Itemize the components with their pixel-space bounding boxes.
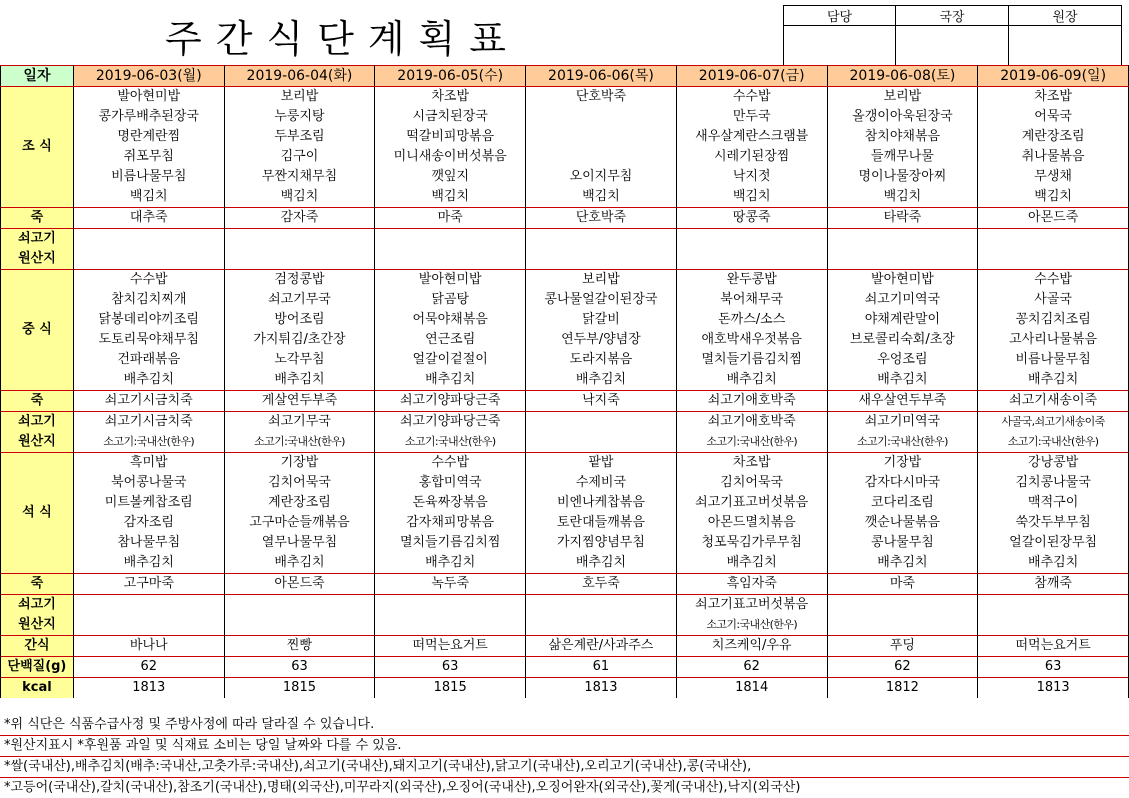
kcal-row <box>1 678 1129 699</box>
menu-item: 방어조림 <box>224 310 375 330</box>
origin-item: 소고기:국내산(한우) <box>676 432 827 453</box>
menu-item: 건파래볶음 <box>73 350 224 370</box>
menu-item: 노각무침 <box>224 350 375 370</box>
porridge-item: 쇠고기새송이죽 <box>978 391 1129 412</box>
lunch-row <box>1 370 1129 391</box>
menu-item: 얼갈이된장무침 <box>978 533 1129 553</box>
snack-value: 찐빵 <box>224 636 375 657</box>
approval-sign-head[interactable] <box>1009 26 1122 67</box>
origin-item: 쇠고기시금치죽 <box>73 412 224 433</box>
menu-item: 계란장조림 <box>978 127 1129 147</box>
breakfast-row <box>1 107 1129 127</box>
menu-item: 강낭콩밥 <box>978 453 1129 474</box>
menu-item: 감자조림 <box>73 513 224 533</box>
menu-item: 도토리묵야채무침 <box>73 330 224 350</box>
menu-item: 오이지무침 <box>526 167 677 187</box>
menu-item: 쥐포무침 <box>73 147 224 167</box>
protein-value: 62 <box>73 657 224 678</box>
menu-item: 수수밥 <box>73 270 224 291</box>
lunch-origin-row <box>1 432 1129 453</box>
date-header-cell: 2019-06-06(목) <box>526 66 677 87</box>
origin-item <box>526 615 677 636</box>
origin-item <box>526 412 677 433</box>
menu-item: 백김치 <box>978 187 1129 208</box>
note-line: *위 식단은 식품수급사정 및 주방사정에 따라 달라질 수 있습니다. <box>4 717 375 732</box>
menu-item: 배추김치 <box>827 553 978 574</box>
kcal-value: 1815 <box>375 678 526 699</box>
menu-item: 무생채 <box>978 167 1129 187</box>
breakfast-origin-row <box>1 249 1129 270</box>
menu-item: 배추김치 <box>978 370 1129 391</box>
weekly-menu-table <box>0 65 1129 698</box>
menu-item: 팥밥 <box>526 453 677 474</box>
menu-item: 브로콜리숙회/초장 <box>827 330 978 350</box>
menu-item: 백김치 <box>827 187 978 208</box>
origin-item <box>73 249 224 270</box>
porridge-item: 쇠고기애호박죽 <box>676 391 827 412</box>
kcal-value: 1813 <box>73 678 224 699</box>
snack-value: 떠먹는요거트 <box>375 636 526 657</box>
menu-item: 어묵국 <box>978 107 1129 127</box>
lunch-label: 중 식 <box>1 270 74 391</box>
origin-item <box>978 249 1129 270</box>
breakfast-row <box>1 187 1129 208</box>
menu-item: 새우살계란스크램블 <box>676 127 827 147</box>
origin-item: 쇠고기양파당근죽 <box>375 412 526 433</box>
breakfast-origin-label: 쇠고기 <box>1 229 74 250</box>
porridge-item: 쇠고기시금치죽 <box>73 391 224 412</box>
dinner-origin-label: 원산지 <box>1 615 74 636</box>
lunch-porridge-row <box>1 391 1129 412</box>
origin-item <box>526 229 677 250</box>
menu-item: 감자다시마국 <box>827 473 978 493</box>
kcal-label: kcal <box>1 678 74 699</box>
origin-item <box>526 432 677 453</box>
menu-item: 닭갈비 <box>526 310 677 330</box>
origin-item <box>978 595 1129 616</box>
menu-item: 기장밥 <box>224 453 375 474</box>
menu-item: 낙지젓 <box>676 167 827 187</box>
breakfast-origin-row <box>1 229 1129 250</box>
lunch-row <box>1 310 1129 330</box>
menu-item: 시레기된장찜 <box>676 147 827 167</box>
date-header-cell: 2019-06-04(화) <box>224 66 375 87</box>
porridge-item: 녹두죽 <box>375 574 526 595</box>
kcal-value: 1814 <box>676 678 827 699</box>
menu-item: 비름나물무침 <box>73 167 224 187</box>
menu-item: 만두국 <box>676 107 827 127</box>
protein-value: 62 <box>676 657 827 678</box>
origin-item <box>224 595 375 616</box>
approval-sign-staff[interactable] <box>784 26 896 67</box>
date-header-cell: 2019-06-09(일) <box>978 66 1129 87</box>
menu-item: 얼갈이겉절이 <box>375 350 526 370</box>
snack-value: 치즈케익/우유 <box>676 636 827 657</box>
dinner-origin-row <box>1 595 1129 616</box>
origin-item <box>827 249 978 270</box>
menu-item: 백김치 <box>73 187 224 208</box>
kcal-value: 1815 <box>224 678 375 699</box>
menu-item: 배추김치 <box>676 553 827 574</box>
menu-item: 쑥갓두부무침 <box>978 513 1129 533</box>
origin-item <box>978 229 1129 250</box>
origin-item: 쇠고기미역국 <box>827 412 978 433</box>
menu-item: 올갱이아욱된장국 <box>827 107 978 127</box>
dinner-row <box>1 533 1129 553</box>
dinner-row <box>1 473 1129 493</box>
menu-item: 배추김치 <box>73 553 224 574</box>
menu-item: 김치어묵국 <box>676 473 827 493</box>
menu-item: 배추김치 <box>73 370 224 391</box>
menu-item: 백김치 <box>676 187 827 208</box>
date-header-cell: 2019-06-07(금) <box>676 66 827 87</box>
menu-item: 맥적구이 <box>978 493 1129 513</box>
menu-item: 북어채무국 <box>676 290 827 310</box>
date-header-cell: 2019-06-03(월) <box>73 66 224 87</box>
menu-item: 차조밥 <box>375 87 526 108</box>
menu-item: 차조밥 <box>676 453 827 474</box>
menu-item: 연두부/양념장 <box>526 330 677 350</box>
lunch-row <box>1 350 1129 370</box>
kcal-value: 1812 <box>827 678 978 699</box>
menu-item: 닭봉데리야끼조림 <box>73 310 224 330</box>
menu-item: 도라지볶음 <box>526 350 677 370</box>
page-title: 주간식단계획표 <box>165 17 520 61</box>
menu-item: 쇠고기무국 <box>224 290 375 310</box>
breakfast-porridge-label: 죽 <box>1 208 74 229</box>
breakfast-row <box>1 147 1129 167</box>
menu-item: 애호박새우젓볶음 <box>676 330 827 350</box>
menu-item: 꽁치김치조림 <box>978 310 1129 330</box>
menu-item: 우엉조림 <box>827 350 978 370</box>
lunch-origin-label: 쇠고기 <box>1 412 74 433</box>
dinner-row <box>1 553 1129 574</box>
menu-item: 청포묵김가루무침 <box>676 533 827 553</box>
menu-item: 열무나물무침 <box>224 533 375 553</box>
origin-item: 쇠고기표고버섯볶음 <box>676 595 827 616</box>
menu-item: 사골국 <box>978 290 1129 310</box>
menu-item: 차조밥 <box>978 87 1129 108</box>
origin-item <box>978 615 1129 636</box>
origin-item: 쇠고기무국 <box>224 412 375 433</box>
origin-item: 소고기:국내산(한우) <box>827 432 978 453</box>
date-header-label: 일자 <box>1 66 74 87</box>
menu-item: 돈육짜장볶음 <box>375 493 526 513</box>
menu-item <box>526 147 677 167</box>
lunch-row <box>1 290 1129 310</box>
origin-item <box>375 229 526 250</box>
snack-row <box>1 636 1129 657</box>
menu-item: 가지튀김/초간장 <box>224 330 375 350</box>
menu-item: 배추김치 <box>978 553 1129 574</box>
menu-item: 닭곰탕 <box>375 290 526 310</box>
origin-item <box>224 249 375 270</box>
date-header-cell: 2019-06-05(수) <box>375 66 526 87</box>
origin-item <box>73 595 224 616</box>
origin-item: 소고기:국내산(한우) <box>375 432 526 453</box>
menu-item: 배추김치 <box>224 553 375 574</box>
approval-label-staff: 담당 <box>784 6 896 26</box>
menu-item: 배추김치 <box>375 370 526 391</box>
breakfast-origin-label: 원산지 <box>1 249 74 270</box>
origin-item <box>526 595 677 616</box>
menu-item: 비름나물무침 <box>978 350 1129 370</box>
lunch-origin-label: 원산지 <box>1 432 74 453</box>
menu-item: 배추김치 <box>526 553 677 574</box>
menu-item: 검정콩밥 <box>224 270 375 291</box>
menu-item: 콩가루배추된장국 <box>73 107 224 127</box>
menu-item: 발아현미밥 <box>375 270 526 291</box>
menu-item: 백김치 <box>224 187 375 208</box>
protein-value: 61 <box>526 657 677 678</box>
menu-item: 콩나물무침 <box>827 533 978 553</box>
note-line: *원산지표시 *후원품 과일 및 식재료 소비는 당일 날짜와 다를 수 있음. <box>0 735 1129 756</box>
protein-value: 63 <box>978 657 1129 678</box>
menu-item: 단호박죽 <box>526 87 677 108</box>
menu-item: 명란계란찜 <box>73 127 224 147</box>
origin-item <box>676 249 827 270</box>
lunch-origin-row <box>1 412 1129 433</box>
origin-item <box>676 229 827 250</box>
dinner-row <box>1 453 1129 474</box>
dinner-label: 석 식 <box>1 453 74 574</box>
dinner-row <box>1 513 1129 533</box>
menu-item: 수제비국 <box>526 473 677 493</box>
menu-item: 쇠고기표고버섯볶음 <box>676 493 827 513</box>
menu-item: 떡갈비피망볶음 <box>375 127 526 147</box>
menu-item: 북어콩나물국 <box>73 473 224 493</box>
note-line: *쌀(국내산),배추김치(배추:국내산,고춧가루:국내산),쇠고기(국내산),돼지고기(국내산),닭고기(국내산),오리고기(국내산),콩(국내산), <box>0 756 1129 777</box>
menu-item: 수수밥 <box>978 270 1129 291</box>
porridge-item: 낙지죽 <box>526 391 677 412</box>
menu-item: 아몬드멸치볶음 <box>676 513 827 533</box>
snack-value: 떠먹는요거트 <box>978 636 1129 657</box>
menu-item: 미니새송이버섯볶음 <box>375 147 526 167</box>
protein-label: 단백질(g) <box>1 657 74 678</box>
menu-item: 백김치 <box>526 187 677 208</box>
menu-item: 수수밥 <box>375 453 526 474</box>
snack-label: 간식 <box>1 636 74 657</box>
origin-item: 소고기:국내산(한우) <box>73 432 224 453</box>
snack-value: 푸딩 <box>827 636 978 657</box>
menu-item: 누룽지탕 <box>224 107 375 127</box>
menu-item: 배추김치 <box>224 370 375 391</box>
note-line: *고등어(국내산),갈치(국내산),참조기(국내산),명태(외국산),미꾸라지(외국산),오징어(국내산),오징어완자(외국산),꽃게(국내산),낙지(외국산) <box>0 777 1129 798</box>
menu-item: 배추김치 <box>827 370 978 391</box>
porridge-item: 대추죽 <box>73 208 224 229</box>
porridge-item: 고구마죽 <box>73 574 224 595</box>
porridge-item: 새우살연두부죽 <box>827 391 978 412</box>
origin-item <box>73 615 224 636</box>
porridge-item: 아몬드죽 <box>224 574 375 595</box>
porridge-item: 쇠고기양파당근죽 <box>375 391 526 412</box>
dinner-origin-label: 쇠고기 <box>1 595 74 616</box>
origin-item <box>375 595 526 616</box>
origin-item <box>224 615 375 636</box>
date-header-row <box>1 66 1129 87</box>
protein-value: 63 <box>375 657 526 678</box>
porridge-item: 타락죽 <box>827 208 978 229</box>
porridge-item: 땅콩죽 <box>676 208 827 229</box>
snack-value: 바나나 <box>73 636 224 657</box>
origin-item: 쇠고기애호박죽 <box>676 412 827 433</box>
breakfast-row <box>1 127 1129 147</box>
origin-item <box>827 229 978 250</box>
menu-item: 보리밥 <box>526 270 677 291</box>
menu-item: 백김치 <box>375 187 526 208</box>
breakfast-row <box>1 167 1129 187</box>
menu-item <box>526 107 677 127</box>
menu-item: 배추김치 <box>526 370 677 391</box>
menu-item: 비엔나케찹볶음 <box>526 493 677 513</box>
kcal-value: 1813 <box>526 678 677 699</box>
menu-item: 토란대들깨볶음 <box>526 513 677 533</box>
origin-item <box>73 229 224 250</box>
porridge-item: 감자죽 <box>224 208 375 229</box>
menu-item: 감자채피망볶음 <box>375 513 526 533</box>
protein-value: 63 <box>224 657 375 678</box>
menu-item: 미트볼케찹조림 <box>73 493 224 513</box>
menu-item: 고사리나물볶음 <box>978 330 1129 350</box>
menu-item: 시금치된장국 <box>375 107 526 127</box>
dinner-porridge-row <box>1 574 1129 595</box>
menu-item: 참나물무침 <box>73 533 224 553</box>
dinner-origin-row <box>1 615 1129 636</box>
porridge-item: 마죽 <box>827 574 978 595</box>
lunch-row <box>1 270 1129 291</box>
notes-section <box>0 715 1129 798</box>
origin-item: 소고기:국내산(한우) <box>224 432 375 453</box>
menu-item: 흑미밥 <box>73 453 224 474</box>
origin-item <box>375 249 526 270</box>
breakfast-label: 조 식 <box>1 87 74 208</box>
breakfast-porridge-row <box>1 208 1129 229</box>
protein-row <box>1 657 1129 678</box>
menu-item: 쇠고기미역국 <box>827 290 978 310</box>
kcal-value: 1813 <box>978 678 1129 699</box>
menu-item: 무짠지채무침 <box>224 167 375 187</box>
lunch-row <box>1 330 1129 350</box>
menu-item: 명이나물장아찌 <box>827 167 978 187</box>
porridge-item: 게살연두부죽 <box>224 391 375 412</box>
menu-item: 김치어묵국 <box>224 473 375 493</box>
menu-item: 코다리조림 <box>827 493 978 513</box>
date-header-cell: 2019-06-08(토) <box>827 66 978 87</box>
breakfast-row <box>1 87 1129 108</box>
menu-item: 깻잎지 <box>375 167 526 187</box>
menu-item: 김구이 <box>224 147 375 167</box>
approval-sign-director[interactable] <box>896 26 1009 67</box>
porridge-item: 참깨죽 <box>978 574 1129 595</box>
menu-item: 보리밥 <box>827 87 978 108</box>
menu-item: 멸치들기름김치찜 <box>676 350 827 370</box>
menu-item: 수수밥 <box>676 87 827 108</box>
menu-item: 기장밥 <box>827 453 978 474</box>
dinner-row <box>1 493 1129 513</box>
menu-item: 멸치들기름김치찜 <box>375 533 526 553</box>
approval-box <box>783 5 1122 67</box>
origin-item <box>375 615 526 636</box>
menu-item: 완두콩밥 <box>676 270 827 291</box>
menu-item: 홍합미역국 <box>375 473 526 493</box>
porridge-item: 흑임자죽 <box>676 574 827 595</box>
menu-item: 들깨무나물 <box>827 147 978 167</box>
menu-item: 가지찜양념무침 <box>526 533 677 553</box>
menu-item: 연근조림 <box>375 330 526 350</box>
menu-item: 보리밥 <box>224 87 375 108</box>
menu-item: 어묵야채볶음 <box>375 310 526 330</box>
protein-value: 62 <box>827 657 978 678</box>
menu-item: 두부조림 <box>224 127 375 147</box>
approval-label-director: 국장 <box>896 6 1009 26</box>
origin-item <box>827 595 978 616</box>
dinner-porridge-label: 죽 <box>1 574 74 595</box>
menu-item: 야채계란말이 <box>827 310 978 330</box>
menu-item: 계란장조림 <box>224 493 375 513</box>
menu-item: 배추김치 <box>676 370 827 391</box>
porridge-item: 마죽 <box>375 208 526 229</box>
origin-item <box>827 615 978 636</box>
porridge-item: 호두죽 <box>526 574 677 595</box>
origin-item: 소고기:국내산(한우) <box>978 432 1129 453</box>
origin-item: 사골국,쇠고기새송이죽 <box>978 412 1129 433</box>
menu-item: 깻순나물볶음 <box>827 513 978 533</box>
origin-item <box>526 249 677 270</box>
menu-item: 배추김치 <box>375 553 526 574</box>
approval-label-head: 원장 <box>1009 6 1122 26</box>
menu-item: 참치김치찌개 <box>73 290 224 310</box>
menu-item: 김치콩나물국 <box>978 473 1129 493</box>
menu-item: 콩나물얼갈이된장국 <box>526 290 677 310</box>
menu-item: 발아현미밥 <box>827 270 978 291</box>
menu-item: 돈까스/소스 <box>676 310 827 330</box>
menu-item: 발아현미밥 <box>73 87 224 108</box>
menu-item: 취나물볶음 <box>978 147 1129 167</box>
porridge-item: 아몬드죽 <box>978 208 1129 229</box>
snack-value: 삶은계란/사과주스 <box>526 636 677 657</box>
menu-item: 고구마순들깨볶음 <box>224 513 375 533</box>
menu-item: 참치야채볶음 <box>827 127 978 147</box>
origin-item <box>224 229 375 250</box>
porridge-item: 단호박죽 <box>526 208 677 229</box>
lunch-porridge-label: 죽 <box>1 391 74 412</box>
menu-item <box>526 127 677 147</box>
origin-item: 소고기:국내산(한우) <box>676 615 827 636</box>
